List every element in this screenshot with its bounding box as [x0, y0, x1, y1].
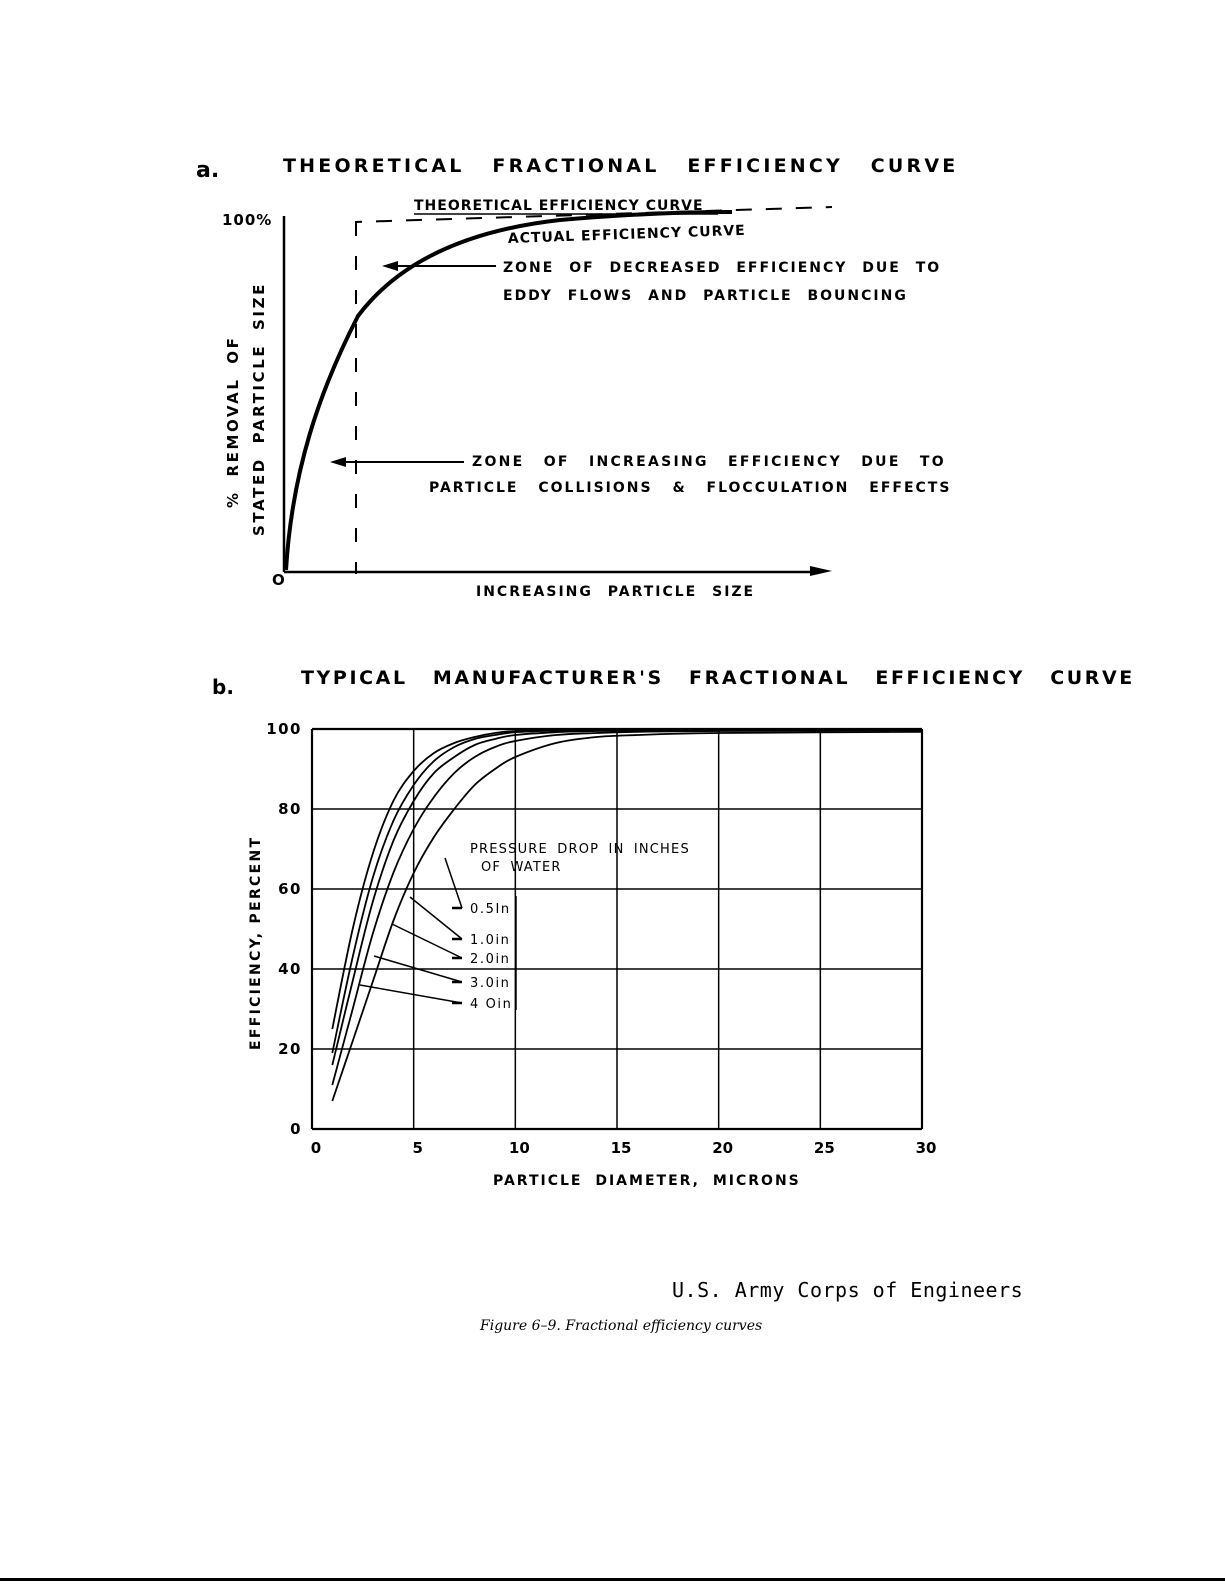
chart-a-y-top-label: 100%: [222, 211, 273, 229]
chart-a-origin-label: O: [272, 571, 285, 589]
y-tick-label-20: 20: [278, 1040, 302, 1058]
legend-label-3: 2.0in: [470, 952, 511, 967]
chart-a-xlabel: INCREASING PARTICLE SIZE: [476, 584, 756, 600]
chart-a-decreased-line2: EDDY FLOWS AND PARTICLE BOUNCING: [503, 288, 908, 304]
chart-b-ylabel: EFFICIENCY, PERCENT: [248, 835, 264, 1050]
legend-label-1: 0.5In: [470, 902, 511, 917]
x-tick-label-10: 10: [508, 1139, 530, 1157]
chart-a-decreased-line1: ZONE OF DECREASED EFFICIENCY DUE TO: [503, 260, 942, 276]
chart-a-ylabel-line1: % REMOVAL OF: [224, 335, 242, 508]
x-tick-label-15: 15: [610, 1139, 632, 1157]
chart-b-legend: [360, 858, 513, 1012]
y-tick-label-80: 80: [278, 800, 302, 818]
chart-b-series: [332, 729, 922, 1101]
y-tick-label-40: 40: [278, 960, 302, 978]
credit-text: U.S. Army Corps of Engineers: [672, 1278, 1024, 1302]
x-tick-label-30: 30: [915, 1139, 937, 1157]
x-tick-label-5: 5: [412, 1139, 423, 1157]
bottom-rule: [0, 1578, 1225, 1581]
chart-a-increasing-arrowhead: [330, 457, 346, 467]
series-line-4: [332, 729, 922, 1053]
legend-leader-2: [410, 897, 462, 939]
chart-a-increasing-line2: PARTICLE COLLISIONS & FLOCCULATION EFFECTS: [429, 480, 952, 496]
chart-b-legend-title-line1: PRESSURE DROP IN INCHES: [470, 842, 690, 857]
chart-b-x-ticks: [311, 1139, 937, 1157]
x-tick-label-0: 0: [310, 1139, 322, 1157]
legend-leader-5: [360, 985, 462, 1003]
chart-a: [0, 0, 1225, 640]
figure-caption: Figure 6–9. Fractional efficiency curves: [480, 1318, 763, 1334]
chart-b-y-ticks: [266, 720, 302, 1138]
legend-leader-1: [445, 858, 462, 908]
chart-a-decreased-arrowhead: [382, 261, 398, 271]
chart-b-xlabel: PARTICLE DIAMETER, MICRONS: [493, 1173, 801, 1189]
x-tick-label-25: 25: [813, 1139, 835, 1157]
series-line-3: [332, 729, 922, 1065]
y-tick-label-100: 100: [266, 720, 302, 738]
chart-b-legend-title-line2: OF WATER: [481, 860, 562, 875]
series-line-1: [332, 732, 922, 1101]
chart-b-label: b.: [212, 675, 234, 699]
chart-b-title: TYPICAL MANUFACTURER'S FRACTIONAL EFFICIENCY CURVE: [301, 667, 1135, 689]
chart-a-actual-label: ACTUAL EFFICIENCY CURVE: [507, 222, 746, 247]
y-tick-label-0: 0: [290, 1120, 302, 1138]
chart-a-theoretical-label: THEORETICAL EFFICIENCY CURVE: [414, 198, 704, 214]
legend-label-5: 4 Oin: [470, 997, 513, 1012]
chart-a-increasing-line1: ZONE OF INCREASING EFFICIENCY DUE TO: [472, 454, 946, 470]
legend-label-2: 1.0in: [470, 933, 511, 948]
chart-a-x-arrow: [810, 566, 832, 576]
chart-a-title: THEORETICAL FRACTIONAL EFFICIENCY CURVE: [283, 155, 959, 177]
legend-label-4: 3.0in: [470, 976, 511, 991]
chart-b: [0, 640, 1225, 1200]
chart-a-ylabel-line2: STATED PARTICLE SIZE: [250, 282, 268, 536]
legend-leader-3: [392, 924, 462, 958]
series-line-2: [332, 730, 922, 1085]
chart-a-label: a.: [196, 158, 220, 183]
y-tick-label-60: 60: [278, 880, 302, 898]
x-tick-label-20: 20: [712, 1139, 734, 1157]
